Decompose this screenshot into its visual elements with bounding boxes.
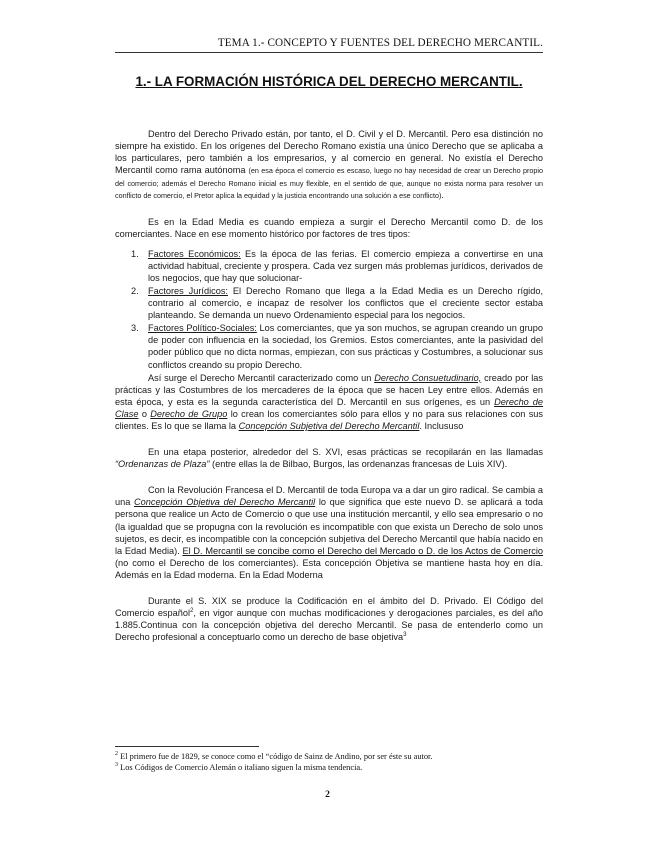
- term-concepcion-objetiva: Concepción Objetiva del Derecho Mercantil: [134, 497, 316, 508]
- term-concepcion-subjetiva: Concepción Subjetiva del Derecho Mercantil: [238, 421, 420, 431]
- p1-end: .: [441, 190, 444, 201]
- paragraph-1: [115, 128, 543, 202]
- factor-label: Factores Jurídicos:: [148, 285, 228, 296]
- footnote-text: Los Códigos de Comercio Alemán o italiano siguen la misma tendencia.: [118, 763, 363, 773]
- footnote-number: 3: [115, 762, 118, 769]
- factor-label: Factores Económicos:: [148, 248, 241, 259]
- p5-text: (no como el Derecho de los comerciantes). Esta concepción Objetiva se mantiene hasta hoy en día. Además en la Edad moderna. En la Edad Moderna: [115, 557, 543, 580]
- factor-number: 1.: [131, 248, 139, 259]
- p3-text: creado por las prácticas y las Costumbres de los mercaderes de la época que se hacen Ley entre ellos. Además en esta época, y esta es la segunda característica del D. Mercantil en sus orígenes, es un: [115, 372, 543, 407]
- p1-aside: (en esa época el comercio es escaso, luego no hay necesidad de crear un Derecho propio del comercio; además el Derecho Romano inicial es muy flexible, en el sentido de que, aunque no exista norma para resolver un conflicto de comercio, el Pretor aplica la equidad y la justicia encontrando una solución a ese conflicto): [115, 166, 543, 201]
- paragraph-3: [115, 372, 543, 432]
- factor-number: 3.: [131, 323, 139, 334]
- p5-text: Con la Revolución Francesa el D. Mercantil de toda Europa va a dar un giro radical. Se cambia a una: [115, 485, 543, 508]
- p6-text: , en vigor aunque con muchas modificaciones y derogaciones parciales, es del año 1.885.Continua con la concepción objetiva del derecho Mercantil. Se pasa de entenderlo como un Derecho profesional a conceptuarlo como un derecho de base objetiva: [115, 608, 543, 643]
- factor-item: [131, 248, 544, 284]
- paragraph-4: [115, 446, 543, 470]
- term-ordenanzas: “Ordenanzas de Plaza”: [115, 459, 210, 470]
- factor-item: [131, 322, 543, 370]
- paragraph-5: [115, 484, 543, 581]
- footnote: [115, 751, 543, 762]
- footnote-text: El primero fue de 1829, se conoce como el “código de Sainz de Andino, por ser éste su autor.: [118, 752, 433, 761]
- footnote-ref-2: 2: [190, 608, 194, 615]
- factor-text: El Derecho Romano que llega a la Edad Media es un Derecho rígido, contrario al comercio, e incapaz de resolver los conflictos que el creciente sector estaba planteando. Se demanda un nuevo Ordenamiento especial para los negocios.: [148, 285, 543, 321]
- footnotes: [115, 751, 543, 773]
- p5-text: lo que significa que este nuevo D. se aplicará a toda persona que realice un Acto de Comercio o que use una institución mercantil, y ello sea empresario o no (la igualdad que se propugna con la revolución es incompatible con que exista un Derecho de solo unos sujetos, es decir, es incompatible con la concepción subjetiva del Derecho Mercantil que había nacido en la Edad Media).: [115, 497, 543, 556]
- paragraph-2: Es en la Edad Media es cuando empieza a surgir el Derecho Mercantil como D. de los comerciantes. Nace en ese momento histórico por factores de tres tipos:: [115, 216, 543, 239]
- factor-text: Los comerciantes, que ya son muchos, se agrupan creando un grupo de poder con influencia en la sociedad, los Gremios. Estos comerciantes, ante la pasividad del poder público que no dicta normas, empiezan, con sus prácticas y Costumbres, a solucionar sus conflictos creando su propio Derecho.: [148, 323, 543, 370]
- body-text: [115, 128, 543, 643]
- factor-item: [131, 285, 543, 321]
- p3-text: . Inclususo: [419, 421, 464, 431]
- p4-text: (entre ellas la de Bilbao, Burgos, las ordenanzas francesas de Luis XIV).: [209, 459, 508, 470]
- factor-label: Factores Político-Sociales:: [148, 323, 257, 334]
- footnote: [115, 762, 543, 773]
- term-consuetudinario: Derecho Consuetudinario,: [374, 372, 482, 383]
- factors-list: [115, 248, 543, 371]
- header-rule: [115, 52, 543, 53]
- p3-text: lo crean los comerciantes sólo para ellos y no para sus relaciones con sus clientes. Es lo que se llama la: [115, 408, 543, 431]
- p1-text: Dentro del Derecho Privado están, por tanto, el D. Civil y el D. Mercantil. Pero esa distinción no siempre ha existido. En los orígenes del Derecho Romano existía una único Derecho que se aplicaba a los particulares, pero también a los empresarios, y al comercio en general. No existía el Derecho Mercantil como rama autónoma: [115, 129, 543, 176]
- p3-text: Así surge el Derecho Mercantil caracterizado como un: [148, 372, 375, 383]
- footnote-number: 2: [115, 751, 118, 758]
- footnote-rule: [115, 746, 259, 747]
- term-derecho-del-mercado: El D. Mercantil se concibe como el Derecho del Mercado o D. de los Actos de Comercio: [182, 545, 544, 556]
- term-derecho-de-grupo: Derecho de Grupo: [150, 408, 228, 419]
- running-header: TEMA 1.- CONCEPTO Y FUENTES DEL DERECHO MERCANTIL.: [217, 37, 543, 49]
- paragraph-6: [115, 595, 543, 643]
- term-derecho-de-clase: Derecho de Clase: [115, 396, 544, 419]
- page-number: 2: [325, 790, 330, 800]
- footnote-ref-3: 3: [403, 632, 407, 639]
- p4-text: En una etapa posterior, alrededor del S. XVI, esas prácticas se recopilarán en las llamadas: [148, 447, 543, 458]
- p6-text: Durante el S. XIX se produce la Codificación en el ámbito del D. Privado. El Código del Comercio español: [115, 596, 543, 619]
- section-title: 1.- LA FORMACIÓN HISTÓRICA DEL DERECHO MERCANTIL.: [135, 74, 523, 89]
- factor-text: Es la época de las ferias. El comercio empieza a convertirse en una actividad habitual, creciente y prospera. Cada vez surgen más problemas jurídicos, derivados de los negocios, que hay que solucionar-: [148, 248, 544, 283]
- factor-number: 2.: [131, 285, 139, 296]
- p3-text: o: [138, 408, 151, 419]
